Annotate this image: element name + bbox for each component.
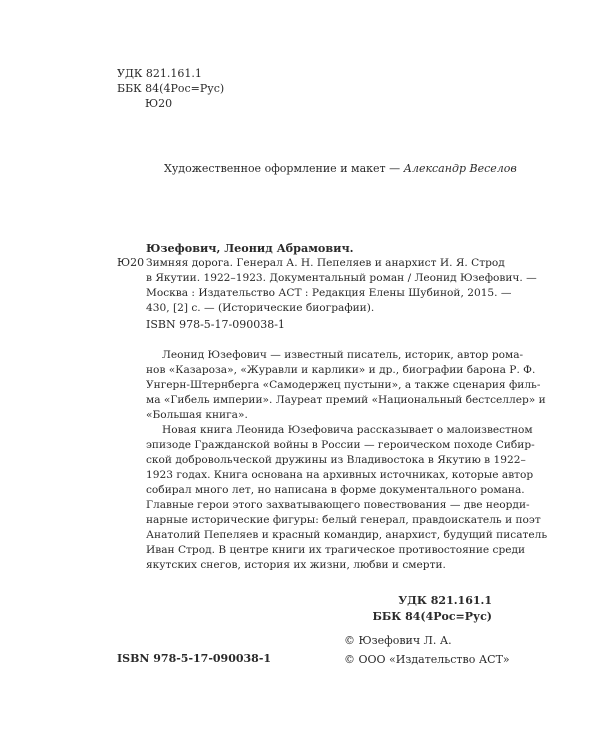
bbk-code: ББК 84(4Рос=Рус): [117, 82, 225, 95]
top-classification: [117, 66, 224, 111]
bib-description: [146, 256, 537, 316]
annotation-line: Унгерн-Штернберга «Самодержец пустыни», а также сценария филь-: [146, 379, 541, 391]
annotation-line: Анатолий Пепеляев и красный командир, анархист, будущий писатель: [146, 529, 548, 541]
author-mark: Ю20: [145, 97, 173, 110]
bib-line: 430, [2] с. — (Исторические биографии).: [146, 302, 375, 314]
annotation-line: нарные исторические фигуры: белый генерал, правдоискатель и поэт: [146, 514, 541, 526]
bib-author-mark: Ю20: [117, 256, 145, 269]
design-credits: [164, 162, 517, 175]
bib-line: в Якутии. 1922–1923. Документальный роман / Леонид Юзефович. —: [146, 272, 537, 284]
bib-isbn: ISBN 978-5-17-090038-1: [146, 318, 285, 331]
annotation: [146, 348, 548, 573]
bottom-classification: [372, 593, 492, 624]
annotation-line: Главные герои этого захватывающего повествования — две неорди-: [146, 499, 530, 511]
annotation-line: Новая книга Леонида Юзефовича рассказывает о малоизвестном: [162, 424, 533, 436]
annotation-line: нов «Казароза», «Журавли и карлики» и др., биографии барона Р. Ф.: [146, 364, 536, 376]
udk-code: УДК 821.161.1: [117, 67, 202, 80]
bib-author: Юзефович, Леонид Абрамович.: [146, 241, 354, 255]
bib-line: Зимняя дорога. Генерал А. Н. Пепеляев и анархист И. Я. Строд: [146, 257, 505, 269]
copyright-block: [344, 631, 510, 669]
annotation-line: «Большая книга».: [146, 409, 248, 421]
udk-code-bottom: УДК 821.161.1: [398, 594, 492, 607]
footer-isbn: ISBN 978-5-17-090038-1: [117, 652, 272, 665]
annotation-line: ма «Гибель империи». Лауреат премий «Национальный бестселлер» и: [146, 394, 546, 406]
copyright-author: © Юзефович Л. А.: [344, 634, 452, 647]
credits-label: Художественное оформление и макет —: [164, 162, 401, 175]
designer-name: Александр Веселов: [403, 162, 517, 175]
annotation-line: 1923 годах. Книга основана на архивных источниках, которые автор: [146, 469, 534, 481]
annotation-line: Иван Строд. В центре книги их трагическое противостояние среди: [146, 544, 526, 556]
copyright-publisher: © ООО «Издательство АСТ»: [344, 653, 510, 666]
annotation-line: эпизоде Гражданской войны в России — героическом походе Сибир-: [146, 439, 535, 451]
bib-line: Москва : Издательство АСТ : Редакция Елены Шубиной, 2015. —: [146, 287, 512, 299]
annotation-line: ской добровольческой дружины из Владивостока в Якутию в 1922–: [146, 454, 526, 466]
annotation-line: собирал много лет, но написана в форме документального романа.: [146, 484, 525, 496]
annotation-line: Леонид Юзефович — известный писатель, историк, автор рома-: [162, 349, 524, 361]
annotation-line: якутских снегов, история их жизни, любви и смерти.: [146, 559, 446, 571]
bbk-code-bottom: ББК 84(4Рос=Рус): [372, 609, 492, 623]
